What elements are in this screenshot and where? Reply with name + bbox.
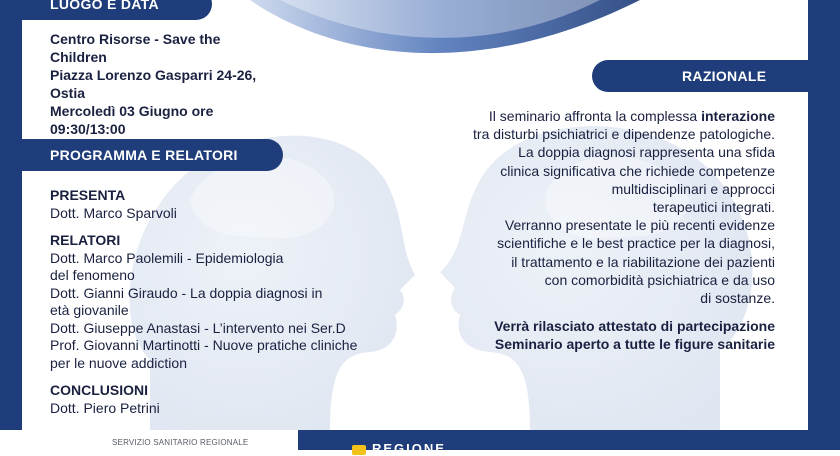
programma-details — [50, 187, 357, 417]
conclusioni-heading: CONCLUSIONI — [50, 382, 148, 398]
conclusioni-name: Dott. Piero Petrini — [50, 399, 160, 416]
presenta-name: Dott. Marco Sparvoli — [50, 204, 177, 221]
razionale-line: scientifiche e le best practice per la diagnosi, — [497, 235, 775, 252]
relatori-heading: RELATORI — [50, 232, 121, 248]
relatori-line: del fenomeno — [50, 267, 135, 283]
razionale-line: clinica significativa che richiede competenze — [500, 162, 775, 179]
left-frame-bar — [0, 0, 22, 430]
luogo-details — [50, 30, 256, 138]
razionale-line: con comorbidità psichiatrica e da uso — [544, 271, 775, 288]
regione-logo-icon — [352, 445, 366, 455]
section-header-luogo-label: LUOGO E DATA — [50, 0, 159, 12]
luogo-line: Centro Risorse - Save the — [50, 31, 221, 47]
luogo-line: Children — [50, 49, 107, 65]
section-header-programma-label: PROGRAMMA E RELATORI — [50, 147, 238, 163]
razionale-line: Verranno presentate le più recenti evidenze — [504, 217, 775, 234]
razionale-line: La doppia diagnosi rappresenta una sfida — [518, 144, 775, 161]
section-header-programma — [0, 139, 283, 171]
relatori-line: Dott. Marco Paolemili - Epidemiologia — [50, 249, 284, 266]
razionale-line: tra disturbi psichiatrici e dipendenze patologiche. — [473, 126, 775, 143]
razionale-line: multidisciplinari e approcci — [611, 180, 775, 197]
razionale-line — [405, 107, 775, 125]
presenta-heading: PRESENTA — [50, 187, 126, 203]
relatori-line: Dott. Giuseppe Anastasi - L’intervento nei Ser.D — [50, 319, 346, 336]
razionale-line-text: Il seminario affronta la complessa — [488, 108, 702, 124]
footer-regione-text: REGIONE — [372, 441, 446, 456]
section-header-razionale-label: RAZIONALE — [682, 68, 767, 84]
luogo-line: 09:30/13:00 — [50, 121, 126, 137]
razionale-line: il trattamento e la riabilitazione dei pazienti — [511, 253, 775, 270]
relatori-line: età giovanile — [50, 302, 129, 318]
razionale-line: terapeutici integrati. — [652, 199, 775, 216]
razionale-emphasis: interazione — [701, 108, 775, 124]
luogo-line: Mercoledì 03 Giugno ore — [50, 103, 214, 119]
section-header-razionale — [592, 60, 840, 92]
luogo-line: Ostia — [50, 85, 86, 101]
seminario-note: Seminario aperto a tutte le figure sanitarie — [494, 336, 775, 353]
luogo-line: Piazza Lorenzo Gasparri 24-26, — [50, 67, 257, 83]
footer-ssr-label: SERVIZIO SANITARIO REGIONALE — [112, 438, 249, 447]
razionale-line: di sostanze. — [700, 290, 775, 307]
razionale-text — [405, 107, 775, 354]
relatori-line: per le nuove addiction — [50, 354, 187, 371]
relatori-line: Dott. Gianni Giraudo - La doppia diagnosi in — [50, 284, 323, 301]
attestato-note: Verrà rilasciato attestato di partecipazione — [494, 318, 775, 335]
section-header-luogo — [0, 0, 212, 20]
relatori-line: Prof. Giovanni Martinotti - Nuove pratiche cliniche — [50, 337, 358, 353]
